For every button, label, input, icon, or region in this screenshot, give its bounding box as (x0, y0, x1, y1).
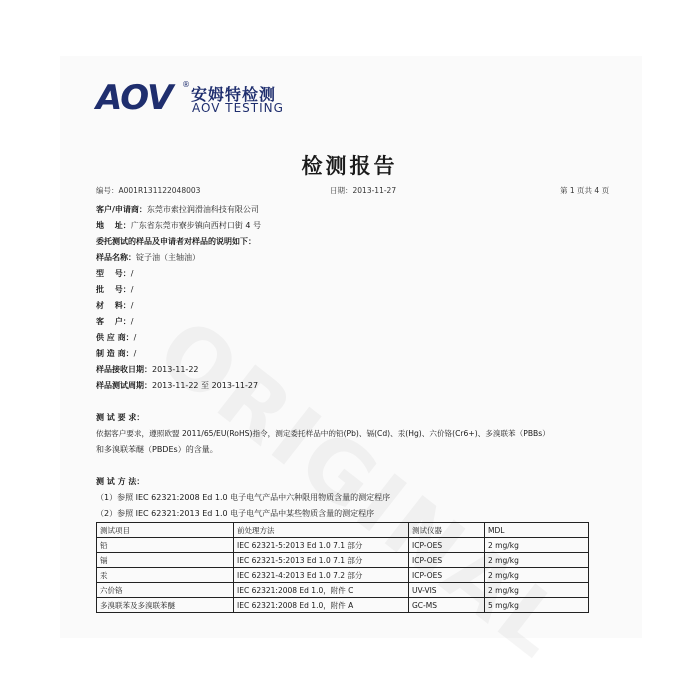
table-row (97, 553, 589, 568)
test-period-value: 2013-11-22 至 2013-11-27 (152, 381, 259, 390)
table-cell: 六价铬 (97, 583, 234, 598)
field-label: 批 号： (96, 285, 131, 294)
method-item-2: （2）参照 IEC 62321:2013 Ed 1.0 电子电气产品中某些物质含量的测定程序 (96, 509, 375, 518)
aov-logo (96, 80, 296, 116)
field-row (96, 268, 134, 280)
field-row (96, 300, 134, 312)
table-cell: IEC 62321-5:2013 Ed 1.0 7.1 部分 (234, 538, 409, 553)
received-date-row (96, 364, 199, 376)
test-methods-table (96, 522, 589, 613)
table-cell: 2 mg/kg (485, 583, 589, 598)
field-row (96, 284, 134, 296)
sample-name-row (96, 252, 200, 264)
sample-name-value: 锭子油（主轴油） (136, 253, 200, 262)
received-date-value: 2013-11-22 (152, 365, 199, 374)
table-header-row (97, 523, 589, 538)
field-label: 客 户： (96, 317, 131, 326)
method-item-1: （1）参照 IEC 62321:2008 Ed 1.0 电子电气产品中六种限用物质含量的测定程序 (96, 493, 391, 502)
table-cell: IEC 62321-5:2013 Ed 1.0 7.1 部分 (234, 553, 409, 568)
table-row (97, 538, 589, 553)
sample-name-label: 样品名称： (96, 253, 136, 262)
field-label: 制 造 商： (96, 349, 134, 358)
table-cell: ICP-OES (409, 553, 485, 568)
table-header-cell: 测试仪器 (409, 523, 485, 538)
client-label: 客户/申请商： (96, 205, 147, 214)
requirements-heading: 测 试 要 求： (96, 413, 145, 422)
table-cell: ICP-OES (409, 568, 485, 583)
table-header-cell: 前处理方法 (234, 523, 409, 538)
field-value: / (130, 285, 134, 294)
address-label: 地 址： (96, 221, 131, 230)
table-cell: 5 mg/kg (485, 598, 589, 613)
address-row (96, 220, 261, 232)
table-header-cell: MDL (485, 523, 589, 538)
client-value: 东莞市索拉润滑油科技有限公司 (146, 205, 259, 214)
received-date-label: 样品接收日期： (96, 365, 152, 374)
sample-description-heading: 委托测试的样品及申请者对样品的说明如下： (96, 237, 256, 246)
table-cell: ICP-OES (409, 538, 485, 553)
table-cell: 2 mg/kg (485, 568, 589, 583)
table-cell: 铅 (97, 538, 234, 553)
address-value: 广东省东莞市寮步镇向西村口街 4 号 (130, 221, 261, 230)
field-value: / (130, 317, 134, 326)
report-title: 检测报告 (301, 153, 398, 178)
client-row (96, 204, 259, 216)
test-period-label: 样品测试周期： (96, 381, 152, 390)
table-cell: GC-MS (409, 598, 485, 613)
table-row (97, 598, 589, 613)
table-row (97, 583, 589, 598)
field-row (96, 348, 136, 360)
table-cell: IEC 62321-4:2013 Ed 1.0 7.2 部分 (234, 568, 409, 583)
table-cell: IEC 62321:2008 Ed 1.0，附件 A (234, 598, 409, 613)
field-value: / (133, 333, 137, 342)
table-header-cell: 测试项目 (97, 523, 234, 538)
requirements-line-1: 依据客户要求，遵照欧盟 2011/65/EU(RoHS)指令，测定委托样品中的铅(Pb)、镉(Cd)、汞(Hg)、六价铬(Cr6+)、多溴联苯（PBBs） (96, 429, 550, 438)
field-row (96, 316, 134, 328)
table-cell: 多溴联苯及多溴联苯醚 (97, 598, 234, 613)
field-label: 型 号： (96, 269, 131, 278)
table-cell: 汞 (97, 568, 234, 583)
page-indicator: 第 1 页共 4 页 (560, 186, 610, 195)
report-number: 编号：A001R131122048003 (96, 186, 201, 195)
field-value: / (130, 301, 134, 310)
table-cell: IEC 62321:2008 Ed 1.0，附件 C (234, 583, 409, 598)
requirements-line-2: 和多溴联苯醚（PBDEs）的含量。 (96, 445, 218, 454)
logo-name-cn: 安姆特检测 (191, 85, 277, 104)
field-label: 材 料： (96, 301, 131, 310)
report-date: 日期：2013-11-27 (330, 186, 397, 195)
table-cell: UV-VIS (409, 583, 485, 598)
table-cell: 2 mg/kg (485, 553, 589, 568)
table-cell: 镉 (97, 553, 234, 568)
methods-heading: 测 试 方 法： (96, 477, 145, 486)
logo-name-en: AOV TESTING (192, 101, 284, 115)
field-value: / (133, 349, 137, 358)
test-period-row (96, 380, 258, 392)
field-value: / (130, 269, 134, 278)
logo-reg-mark: ® (182, 80, 190, 89)
table-row (97, 568, 589, 583)
table-cell: 2 mg/kg (485, 538, 589, 553)
field-label: 供 应 商： (96, 333, 134, 342)
field-row (96, 332, 136, 344)
logo-brand: AOV (96, 78, 173, 118)
